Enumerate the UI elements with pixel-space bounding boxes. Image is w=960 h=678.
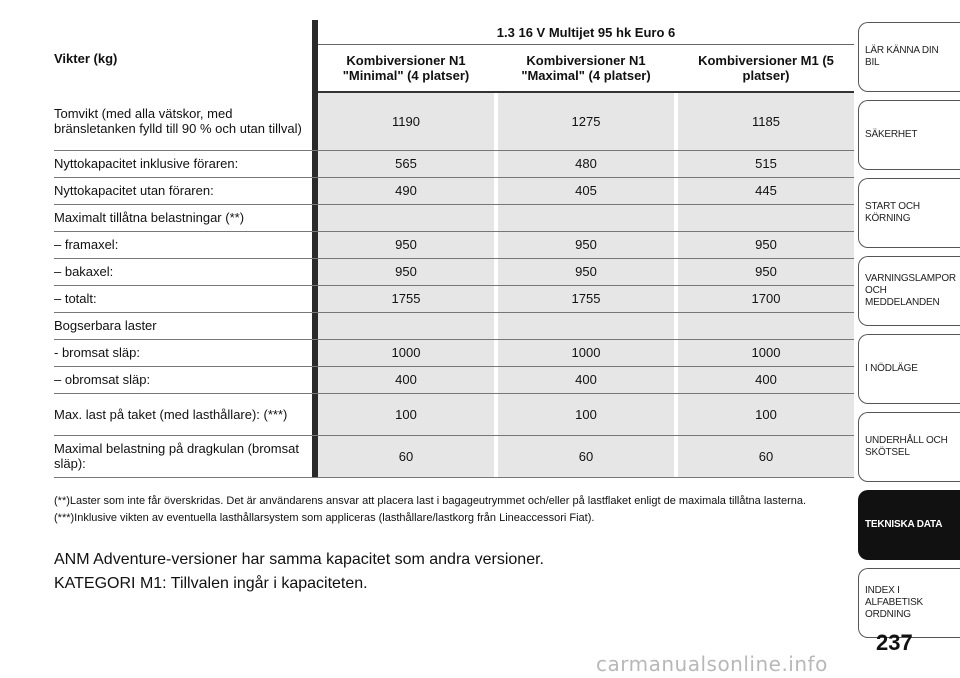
remarks	[54, 548, 844, 596]
table-row	[54, 204, 854, 231]
watermark: carmanualsonline.info	[596, 652, 828, 676]
row-value: 400	[678, 366, 854, 393]
row-label: Nyttokapacitet inklusive föraren:	[54, 150, 312, 177]
row-value: 1000	[498, 339, 674, 366]
footnote: (**)Laster som inte får överskridas. Det är användarens ansvar att placera last i bagageutrymmet och/eller på lastflaket enligt de maximala tillåtna lasterna.	[54, 495, 807, 507]
chapter-tab[interactable]: TEKNISKA DATA	[858, 490, 960, 560]
page-number: 237	[876, 630, 913, 655]
row-value: 480	[498, 150, 674, 177]
row-label: – framaxel:	[54, 231, 312, 258]
row-value: 100	[318, 393, 494, 435]
row-value: 950	[318, 231, 494, 258]
chapter-tab[interactable]: VARNINGSLAMPOR OCH MEDDELANDEN	[858, 256, 960, 326]
row-value: 490	[318, 177, 494, 204]
weights-table	[54, 20, 854, 478]
row-value: 100	[678, 393, 854, 435]
row-value: 950	[498, 258, 674, 285]
chapter-tab[interactable]: SÄKERHET	[858, 100, 960, 170]
table-row	[54, 231, 854, 258]
table-row	[54, 435, 854, 477]
chapter-tab[interactable]: I NÖDLÄGE	[858, 334, 960, 404]
row-value: 60	[678, 435, 854, 477]
table-row	[54, 312, 854, 339]
row-label: – totalt:	[54, 285, 312, 312]
row-label: - bromsat släp:	[54, 339, 312, 366]
row-label: – bakaxel:	[54, 258, 312, 285]
chapter-tab[interactable]: UNDERHÅLL OCH SKÖTSEL	[858, 412, 960, 482]
row-value: 1190	[318, 92, 494, 150]
row-value: 565	[318, 150, 494, 177]
row-value: 950	[318, 258, 494, 285]
table-row	[54, 150, 854, 177]
row-label: Bogserbara laster	[54, 312, 312, 339]
table-row	[54, 92, 854, 150]
row-value: 1700	[678, 285, 854, 312]
row-label: Max. last på taket (med lasthållare): (***)	[54, 393, 312, 435]
engine-header: 1.3 16 V Multijet 95 hk Euro 6	[318, 20, 854, 45]
row-value	[678, 312, 854, 339]
remark-adventure: ANM Adventure-versioner har samma kapacitet som andra versioner.	[54, 551, 544, 568]
row-value: 60	[318, 435, 494, 477]
row-value: 1000	[318, 339, 494, 366]
table-row	[54, 177, 854, 204]
row-value: 950	[498, 231, 674, 258]
footnote: (***)Inklusive vikten av eventuella lasthållarsystem som appliceras (lasthållare/lastkorg från Lineaccessori Fiat).	[54, 512, 595, 524]
row-value: 445	[678, 177, 854, 204]
row-value	[318, 312, 494, 339]
table-row	[54, 366, 854, 393]
row-value: 1185	[678, 92, 854, 150]
row-value: 1000	[678, 339, 854, 366]
column-header-m1: Kombiversioner M1 (5 platser)	[678, 45, 854, 93]
table-row	[54, 339, 854, 366]
chapter-tab[interactable]: INDEX I ALFABETISK ORDNING	[858, 568, 960, 638]
row-label: Maximalt tillåtna belastningar (**)	[54, 204, 312, 231]
row-value: 515	[678, 150, 854, 177]
column-header-n1-minimal: Kombiversioner N1 "Minimal" (4 platser)	[318, 45, 494, 93]
row-value: 60	[498, 435, 674, 477]
chapter-tab[interactable]: START OCH KÖRNING	[858, 178, 960, 248]
row-value: 950	[678, 231, 854, 258]
row-label: – obromsat släp:	[54, 366, 312, 393]
row-label: Nyttokapacitet utan föraren:	[54, 177, 312, 204]
row-value: 1755	[498, 285, 674, 312]
row-value	[498, 312, 674, 339]
row-value: 100	[498, 393, 674, 435]
row-value	[318, 204, 494, 231]
row-label: Maximal belastning på dragkulan (bromsat släp):	[54, 435, 312, 477]
footnotes	[54, 494, 844, 528]
row-value: 405	[498, 177, 674, 204]
row-value	[678, 204, 854, 231]
row-value: 1755	[318, 285, 494, 312]
row-value: 400	[318, 366, 494, 393]
weights-header: Vikter (kg)	[54, 50, 118, 66]
row-value: 950	[678, 258, 854, 285]
row-label: Tomvikt (med alla vätskor, med bränsletanken fylld till 90 % och utan tillval)	[54, 92, 312, 150]
table-body	[54, 92, 854, 477]
row-value	[498, 204, 674, 231]
table-row	[54, 285, 854, 312]
row-value: 400	[498, 366, 674, 393]
table-row	[54, 258, 854, 285]
row-value: 1275	[498, 92, 674, 150]
chapter-tab[interactable]: LÄR KÄNNA DIN BIL	[858, 22, 960, 92]
table-row	[54, 393, 854, 435]
column-header-n1-maximal: Kombiversioner N1 "Maximal" (4 platser)	[498, 45, 674, 93]
remark-category-m1: KATEGORI M1: Tillvalen ingår i kapaciteten.	[54, 575, 368, 592]
